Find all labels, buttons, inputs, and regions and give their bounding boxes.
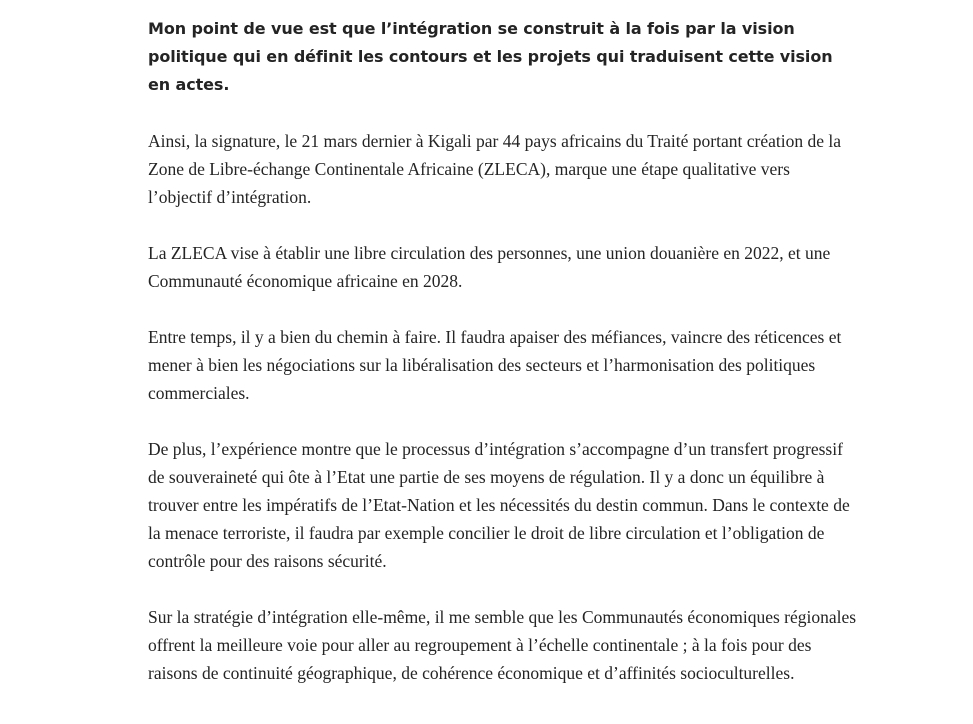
lead-paragraph: Mon point de vue est que l’intégration se construit à la fois par la vision politique qui en définit les contours et les projets qui traduisent cette vision en actes. — [148, 19, 833, 94]
paragraph-zleca-goals: La ZLECA vise à établir une libre circulation des personnes, une union douanière en 2022, et une Communauté économique africaine en 2028. — [148, 243, 831, 291]
paragraph-zleca-signature: Ainsi, la signature, le 21 mars dernier à Kigali par 44 pays africains du Traité portant création de la Zone de Libre-échange Continentale Africaine (ZLECA), marque une étape qualitative vers l’objectif d’intégration. — [148, 131, 841, 207]
paragraph-challenges: Entre temps, il y a bien du chemin à faire. Il faudra apaiser des méfiances, vaincre des réticences et mener à bien les négociations sur la libéralisation des secteurs et l’harmonisation des politiques commerciales. — [148, 327, 842, 403]
article-body — [148, 15, 858, 715]
paragraph-sovereignty: De plus, l’expérience montre que le processus d’intégration s’accompagne d’un transfert progressif de souveraineté qui ôte à l’Etat une partie de ses moyens de régulation. Il y a donc un équilibre à trouver entre les impératifs de l’Etat-Nation et les nécessités du destin commun. Dans le contexte de la menace terroriste, il faudra par exemple concilier le droit de libre circulation et l’obligation de contrôle pour des raisons sécurité. — [148, 439, 850, 571]
paragraph-strategy: Sur la stratégie d’intégration elle-même, il me semble que les Communautés économiques régionales offrent la meilleure voie pour aller au regroupement à l’échelle continentale ; à la fois pour des raisons de continuité géographique, de cohérence économique et d’affinités socioculturelles. — [148, 607, 857, 683]
